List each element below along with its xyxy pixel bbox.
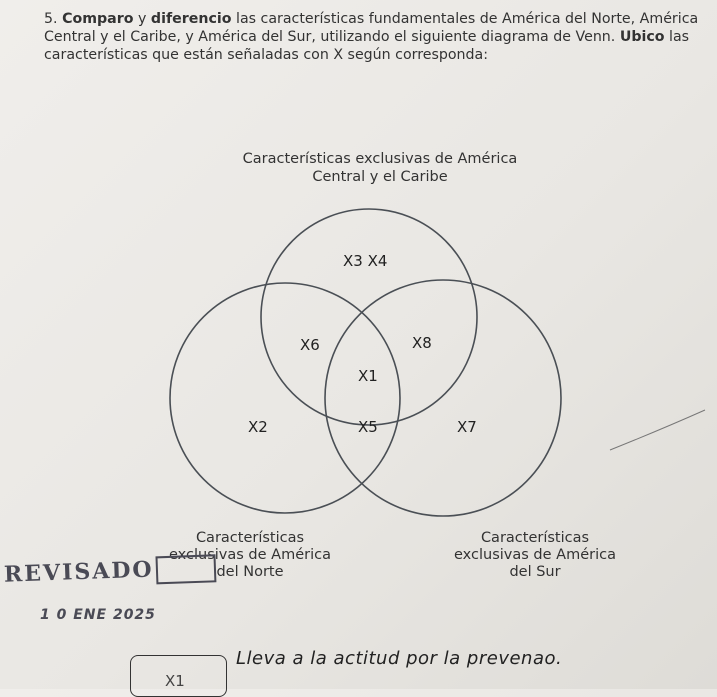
label-south-line-2: exclusivas de América [454,547,616,563]
instruction-number: 5. [44,11,58,27]
instruction-body-1: las características fundamentales de América del Norte, América Central y el Caribe, y América del Sur, utilizando el siguiente diagrama de Venn. [44,11,699,45]
venn-title-line-1: Características exclusivas de América [242,151,518,167]
label-south-america [420,530,650,581]
label-north-line-1: Características [195,530,305,546]
answer-box-mark: X1 [165,672,185,690]
stamp-date: 1 0 ENE 2025 [40,607,156,623]
stamp-text: REVISADO [3,556,155,588]
instruction-body-2: las características que están señaladas con X según corresponda: [44,29,690,63]
mark-top-right: X8 [412,334,432,352]
mark-top: X3 X4 [343,252,388,270]
instruction-connector: y [138,11,147,27]
venn-circle-south-america [325,280,561,516]
mark-left: X2 [248,418,268,436]
label-south-line-3: del Sur [509,564,561,580]
label-north-line-2: exclusivas de América [169,547,331,563]
mark-center: X1 [358,367,378,385]
mark-right: X7 [457,418,477,436]
label-south-line-1: Características [480,530,590,546]
instruction-verb-place: Ubico [619,29,665,45]
margin-pencil-curve [610,410,705,450]
mark-top-left: X6 [300,336,320,354]
label-north-line-3: del Norte [216,564,284,580]
instruction-verb-differentiate: diferencio [150,11,232,27]
stamp-signature-box [155,554,216,584]
teacher-handwritten-note: Lleva a la actitud por la prevenao. [236,648,563,669]
venn-title-line-2: Central y el Caribe [312,169,448,185]
venn-circle-central-america [261,209,477,425]
instruction-verb-compare: Comparo [62,11,134,27]
mark-bottom: X5 [358,418,378,436]
venn-circle-north-america [170,283,400,513]
